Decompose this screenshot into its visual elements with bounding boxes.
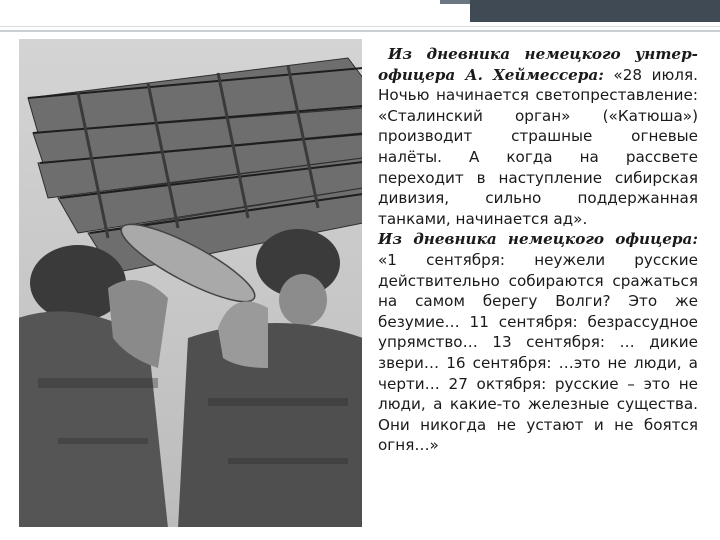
diary-quotes [378,44,698,456]
quote-body: «1 сентября: неужели русские действительно собираются сражаться на самом берегу Волги? Это же безумие… 11 сентября: безрассудное упрямство… 13 сентября: … дикие звери… 16 сентября: …это не люди, а черти… 27 октября: русские – это не люди, а какие-то железные существа. Они никогда не устают и не боятся огня…» [378,250,698,455]
header-dark-band [470,0,720,22]
quote-source-heading: Из дневника немецкого унтер-офицера А. Хеймессера: [378,45,698,84]
quote-body: «28 июля. Ночью начинается светопреставление: «Сталинский орган» («Катюша») производит страшные огневые налёты. А когда на рассвете переходит в наступление сибирская дивизия, сильно поддержанная танками, начинается ад». [378,65,698,228]
header-rule [0,30,720,32]
quote-paragraph-1 [378,44,698,229]
slide-header-bar [0,0,720,32]
quote-source-heading: Из дневника немецкого офицера: [378,230,698,249]
katyusha-photo [18,38,363,528]
header-rule-thin [0,26,720,27]
quote-paragraph-2 [378,229,698,456]
